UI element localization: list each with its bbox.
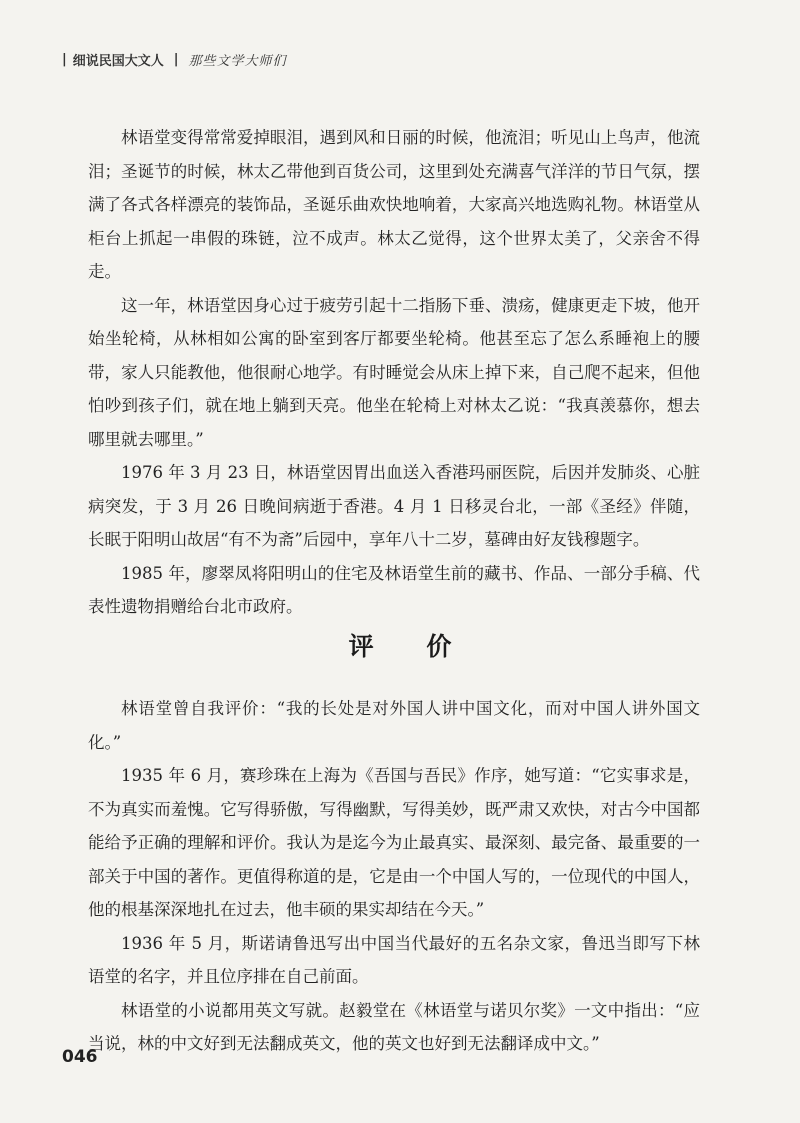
section-heading: 评 价: [348, 632, 474, 661]
book-title: 细说民国大文人: [72, 54, 164, 69]
paragraph: 这一年，林语堂因身心过于疲劳引起十二指肠下垂、溃疡，健康更走下坡，他开始坐轮椅，从林相如公寓的卧室到客厅都要坐轮椅。他甚至忘了怎么系睡袍上的腰带，家人只能教他，他很耐心地学。有时睡觉会从床上掉下来，自己爬不起来，但他怕吵到孩子们，就在地上躺到天亮。他坐在轮椅上对林太乙说：“我真羡慕你，想去哪里就去哪里。”: [88, 295, 700, 449]
paragraph: 林语堂曾自我评价：“我的长处是对外国人讲中国文化，而对中国人讲外国文化。”: [88, 699, 700, 752]
paragraph: 1935 年 6 月，赛珍珠在上海为《吾国与吾民》作序，她写道：“它实事求是，不为真实而羞愧。它写得骄傲，写得幽默，写得美妙，既严肃又欢快，对古今中国都能给予正确的理解和评价。我认为是迄今为止最真实、最深刻、最完备、最重要的一部关于中国的著作。更值得称道的是，它是由一个中国人写的，一位现代的中国人，他的根基深深地扎在过去，他丰硕的果实却结在今天。”: [88, 766, 700, 919]
paragraph: 1985 年，廖翠凤将阳明山的住宅及林语堂生前的藏书、作品、一部分手稿、代表性遗物捐赠给台北市政府。: [88, 563, 700, 616]
paragraph: 1976 年 3 月 23 日，林语堂因胃出血送入香港玛丽医院，后因并发肺炎、心脏病突发，于 3 月 26 日晚间病逝于香港。4 月 1 日移灵台北，一部《圣经》伴随，长眠于阳明山故居“有不为斋”后园中，享年八十二岁，墓碑由好友钱穆题字。: [88, 463, 700, 549]
page-number: 046: [62, 1047, 98, 1067]
body-text-part1: [88, 121, 700, 624]
paragraph: 林语堂的小说都用英文写就。赵毅堂在《林语堂与诺贝尔奖》一文中指出：“应当说，林的中文好到无法翻成英文，他的英文也好到无法翻译成中文。”: [88, 1000, 700, 1053]
paragraph: 林语堂变得常常爱掉眼泪，遇到风和日丽的时候，他流泪；听见山上鸟声，他流泪；圣诞节的时候，林太乙带他到百货公司，这里到处充满喜气洋洋的节日气氛，摆满了各式各样漂亮的装饰品，圣诞乐曲欢快地响着，大家高兴地选购礼物。林语堂从柜台上抓起一串假的珠链，泣不成声。林太乙觉得，这个世界太美了，父亲舍不得走。: [88, 128, 700, 281]
series-title: 那些文学大师们: [188, 54, 287, 69]
paragraph: 1936 年 5 月，斯诺请鲁迅写出中国当代最好的五名杂文家，鲁迅当即写下林语堂的名字，并且位序排在自己前面。: [88, 933, 700, 986]
body-text-part2: [88, 692, 700, 1061]
header-divider-left: |: [62, 52, 67, 67]
running-header: [62, 50, 287, 69]
header-divider: |: [173, 52, 179, 67]
